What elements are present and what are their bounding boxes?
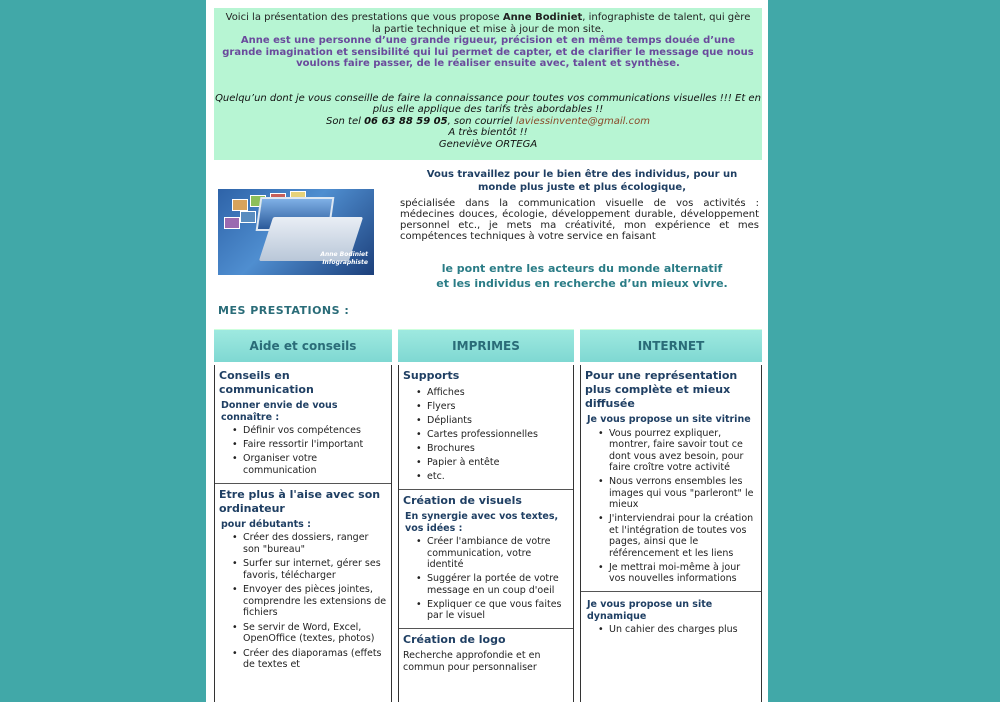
quote-line-3: A très bientôt !! bbox=[448, 127, 528, 138]
list-item: • Organiser votre communication bbox=[243, 453, 387, 476]
section-title: Pour une représentation plus complète et mieux diffusée bbox=[585, 369, 738, 410]
tab-internet[interactable]: INTERNET bbox=[580, 329, 762, 362]
page-content bbox=[206, 0, 768, 702]
section-title: Création de visuels bbox=[403, 494, 522, 507]
phone-number: 06 63 88 59 05 bbox=[364, 115, 448, 127]
list-item: • Définir vos compétences bbox=[243, 425, 387, 437]
section-conseils bbox=[215, 365, 391, 484]
tab-imprimes[interactable]: IMPRIMES bbox=[398, 329, 574, 362]
list-item: • Papier à entête bbox=[427, 457, 569, 469]
section-ordinateur bbox=[215, 484, 391, 678]
tagline-2-line-1: le pont entre les acteurs du monde alternatif bbox=[441, 262, 723, 275]
quote-line-1: Quelqu’un dont je vous conseille de faire la connaissance pour toutes vos communications visuelles !!! Et en plus elle applique des tarifs très abordables !! bbox=[215, 92, 761, 115]
intro-quote bbox=[214, 93, 762, 151]
promo-image bbox=[218, 189, 374, 275]
list-item: • Créer des dossiers, ranger son "bureau" bbox=[243, 532, 387, 555]
caption-name: Anne Bodiniet bbox=[320, 251, 368, 258]
list-item: • Envoyer des pièces jointes, comprendre les extensions de fichiers bbox=[243, 584, 387, 619]
email-link[interactable]: laviessinvente@gmail.com bbox=[515, 115, 650, 127]
list-item: • Créer des diaporamas (effets de textes et bbox=[243, 648, 387, 671]
intro-text: Voici la présentation des prestations que vous propose bbox=[225, 12, 503, 23]
intro-paragraph-2: Anne est une personne d’une grande rigueur, précision et en même temps douée d’une grande imagination et sensibilité qui lui permet de capter, et de clarifier le message que nous voulons faire passer, de le réaliser ensuite avec, talent et synthèse. bbox=[222, 35, 754, 69]
list-item: • Faire ressortir l'important bbox=[243, 439, 387, 451]
image-caption bbox=[320, 251, 368, 267]
list-item: • Nous verrons ensembles les images qui vous "parleront" le mieux bbox=[609, 476, 757, 511]
photo-card bbox=[224, 217, 240, 229]
tagline-2 bbox=[406, 261, 758, 291]
bullet-list bbox=[219, 425, 387, 476]
prestations-title: MES PRESTATIONS : bbox=[218, 304, 350, 317]
column-imprimes bbox=[398, 365, 574, 702]
photo-card bbox=[240, 211, 256, 223]
bullet-list bbox=[219, 532, 387, 671]
intro-text-end: , infographiste de talent, qui gère la partie technique et mise à jour de mon site. bbox=[371, 12, 751, 35]
intro-box bbox=[214, 8, 762, 160]
section-text: Recherche approfondie et en commun pour personnaliser bbox=[403, 650, 541, 673]
promo-body: spécialisée dans la communication visuelle de vos activités : médecines douces, écologie, développement durable, développement personnel etc., je mets ma créativité, mon expérience et mes compétences techniques à votre service en faisant bbox=[400, 198, 759, 242]
intro-name: Anne Bodiniet bbox=[502, 12, 583, 23]
section-supports bbox=[399, 365, 573, 490]
section-title: Création de logo bbox=[403, 633, 506, 646]
section-subtitle: Donner envie de vous connaître : bbox=[221, 400, 338, 423]
list-item: • Je mettrai moi-même à jour vos nouvelles informations bbox=[609, 562, 757, 585]
caption-role: Infographiste bbox=[322, 259, 368, 266]
section-title: Conseils en communication bbox=[219, 369, 314, 396]
list-item: • Un cahier des charges plus bbox=[609, 624, 757, 636]
list-item: • Cartes professionnelles bbox=[427, 429, 569, 441]
photo-card bbox=[232, 199, 248, 211]
bullet-list bbox=[403, 387, 569, 483]
section-subtitle: Je vous propose un site dynamique bbox=[587, 599, 713, 622]
list-item: • Surfer sur internet, gérer ses favoris, télécharger bbox=[243, 558, 387, 581]
tagline-2-line-2: et les individus en recherche d’un mieux vivre. bbox=[436, 277, 728, 290]
list-item: • Dépliants bbox=[427, 415, 569, 427]
list-item: • Flyers bbox=[427, 401, 569, 413]
tagline-1: Vous travaillez pour le bien être des individus, pour un monde plus juste et plus écologique, bbox=[426, 169, 738, 193]
column-aide bbox=[214, 365, 392, 702]
intro-paragraph-1 bbox=[220, 12, 756, 35]
list-item: • Suggérer la portée de votre message en un coup d'oeil bbox=[427, 573, 569, 596]
section-dynamique bbox=[581, 592, 761, 642]
quote-tel-label: Son tel bbox=[326, 115, 365, 127]
bullet-list bbox=[585, 428, 757, 585]
section-subtitle: pour débutants : bbox=[221, 518, 311, 530]
list-item: • Créer l'ambiance de votre communication, votre identité bbox=[427, 536, 569, 571]
section-subtitle: Je vous propose un site vitrine bbox=[587, 414, 751, 425]
section-visuels bbox=[399, 490, 573, 629]
bullet-list bbox=[585, 624, 757, 636]
section-title: Supports bbox=[403, 369, 460, 382]
quote-line-2 bbox=[214, 116, 762, 128]
list-item: • Se servir de Word, Excel, OpenOffice (textes, photos) bbox=[243, 622, 387, 645]
list-item: • Brochures bbox=[427, 443, 569, 455]
column-internet bbox=[580, 365, 762, 702]
section-title: Etre plus à l'aise avec son ordinateur bbox=[219, 487, 381, 515]
list-item: • Expliquer ce que vous faites par le visuel bbox=[427, 599, 569, 622]
quote-mail-label: , son courriel bbox=[447, 115, 516, 127]
section-vitrine bbox=[581, 365, 761, 592]
bullet-list bbox=[403, 536, 569, 622]
list-item: • Affiches bbox=[427, 387, 569, 399]
list-item: • J'interviendrai pour la création et l'intégration de toutes vos pages, ainsi que le référencement et les liens bbox=[609, 513, 757, 559]
section-subtitle: En synergie avec vos textes, vos idées : bbox=[405, 511, 559, 534]
section-logo bbox=[399, 629, 573, 677]
quote-signature: Geneviève ORTEGA bbox=[438, 138, 538, 150]
list-item: • etc. bbox=[427, 471, 569, 483]
tab-aide-et-conseils[interactable]: Aide et conseils bbox=[214, 329, 392, 362]
list-item: • Vous pourrez expliquer, montrer, faire savoir tout ce dont vous avez besoin, pour faire croître votre activité bbox=[609, 428, 757, 474]
